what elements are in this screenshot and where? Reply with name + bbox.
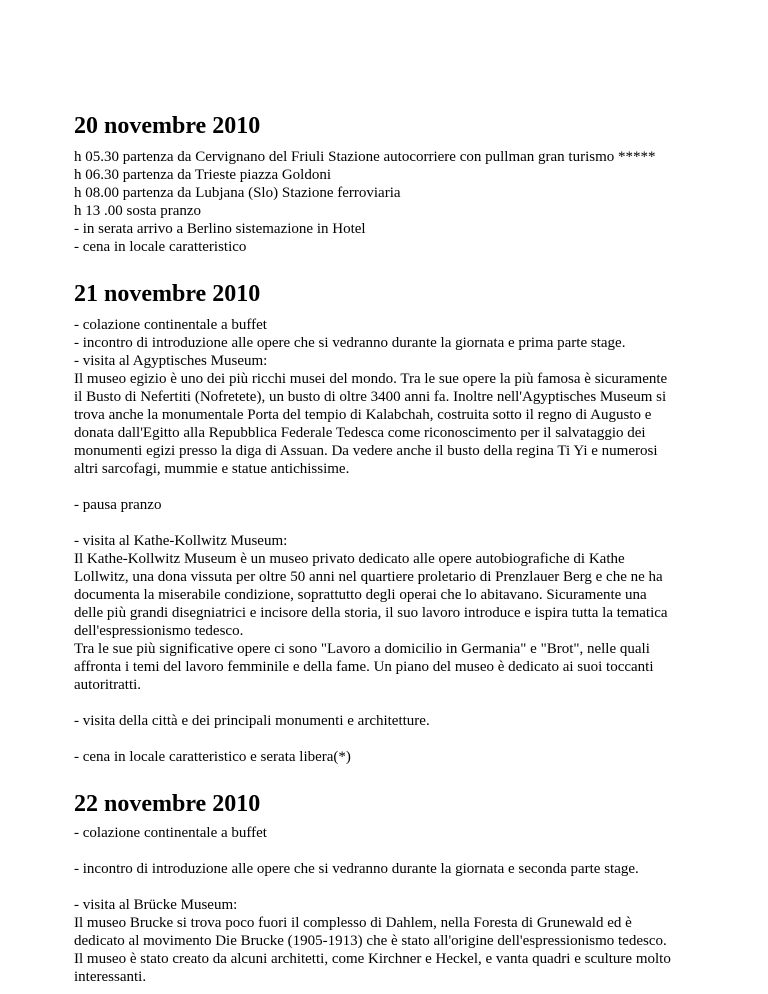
- museum-description-line: dell'espressionismo tedesco.: [74, 623, 244, 639]
- museum-description-line: monumenti egizi presso la diga di Assuan. Da vedere anche il busto della regina Ti Yi e numerosi: [74, 443, 658, 459]
- schedule-line: - incontro di introduzione alle opere che si vedranno durante la giornata e prima parte stage.: [74, 335, 626, 351]
- museum-description-line: Tra le sue più significative opere ci sono "Lavoro a domicilio in Germania" e "Brot", nelle quali: [74, 641, 650, 657]
- schedule-line: - in serata arrivo a Berlino sistemazione in Hotel: [74, 221, 366, 237]
- schedule-line: - visita della città e dei principali monumenti e architetture.: [74, 713, 430, 729]
- schedule-line: - colazione continentale a buffet: [74, 317, 267, 333]
- schedule-line: - pausa pranzo: [74, 497, 162, 513]
- museum-description-line: delle più grandi disegniatrici e incisore della storia, il suo lavoro introduce e ispira tutta la tematica: [74, 605, 668, 621]
- museum-description-line: interessanti.: [74, 969, 147, 985]
- day-heading: 20 novembre 2010: [74, 113, 261, 139]
- schedule-line: h 06.30 partenza da Trieste piazza Goldoni: [74, 167, 332, 183]
- museum-description-line: altri sarcofagi, mummie e statue antichissime.: [74, 461, 350, 477]
- schedule-line: - cena in locale caratteristico: [74, 239, 247, 255]
- day-section-21-nov: [74, 280, 714, 766]
- museum-description-line: dedicato al movimento Die Brucke (1905-1913) che è stato all'origine dell'espressionismo tedesco.: [74, 933, 667, 949]
- museum-description-line: Lollwitz, una dona vissuta per oltre 50 anni nel quartiere proletario di Prenzlauer Berg e che ne ha: [74, 569, 663, 585]
- museum-description-line: il Busto di Nefertiti (Nofretete), un busto di oltre 3400 anni fa. Inoltre nell'Agyptisches Museum si: [74, 389, 667, 405]
- museum-description-line: Il Kathe-Kollwitz Museum è un museo privato dedicato alle opere autobiografiche di Kathe: [74, 551, 625, 567]
- day-heading: 21 novembre 2010: [74, 281, 261, 307]
- schedule-line: - colazione continentale a buffet: [74, 825, 267, 841]
- museum-description-line: donata dall'Egitto alla Repubblica Federale Tedesca come riconoscimento per il salvataggio dei: [74, 425, 646, 441]
- schedule-line: - visita al Agyptisches Museum:: [74, 353, 268, 369]
- day-section-20-nov: [74, 112, 714, 256]
- museum-description-line: Il museo Brucke si trova poco fuori il complesso di Dahlem, nella Foresta di Grunewald ed è: [74, 915, 632, 931]
- museum-description-line: documenta la miserabile condizione, soprattutto degli operai che lo abitavano. Sicuramente una: [74, 587, 647, 603]
- schedule-line: - visita al Kathe-Kollwitz Museum:: [74, 533, 288, 549]
- schedule-line: h 05.30 partenza da Cervignano del Friuli Stazione autocorriere con pullman gran turismo *****: [74, 149, 656, 165]
- museum-description-line: Il museo egizio è uno dei più ricchi musei del mondo. Tra le sue opere la più famosa è sicuramente: [74, 371, 668, 387]
- museum-description-line: affronta i temi del lavoro femminile e della fame. Un piano del museo è dedicato ai suoi toccanti: [74, 659, 654, 675]
- museum-description-line: autoritratti.: [74, 677, 142, 693]
- day-heading: 22 novembre 2010: [74, 791, 261, 817]
- museum-description-line: Il museo è stato creato da alcuni architetti, come Kirchner e Heckel, e vanta quadri e sculture molto: [74, 951, 671, 967]
- schedule-line: - cena in locale caratteristico e serata libera(*): [74, 749, 351, 765]
- day-section-22-nov: [74, 790, 714, 986]
- museum-description-line: trova anche la monumentale Porta del tempio di Kalabchah, costruita sotto il regno di Augusto e: [74, 407, 652, 423]
- schedule-line: - incontro di introduzione alle opere che si vedranno durante la giornata e seconda parte stage.: [74, 861, 639, 877]
- schedule-line: h 08.00 partenza da Lubjana (Slo) Stazione ferroviaria: [74, 185, 401, 201]
- schedule-line: h 13 .00 sosta pranzo: [74, 203, 202, 219]
- schedule-line: - visita al Brücke Museum:: [74, 897, 238, 913]
